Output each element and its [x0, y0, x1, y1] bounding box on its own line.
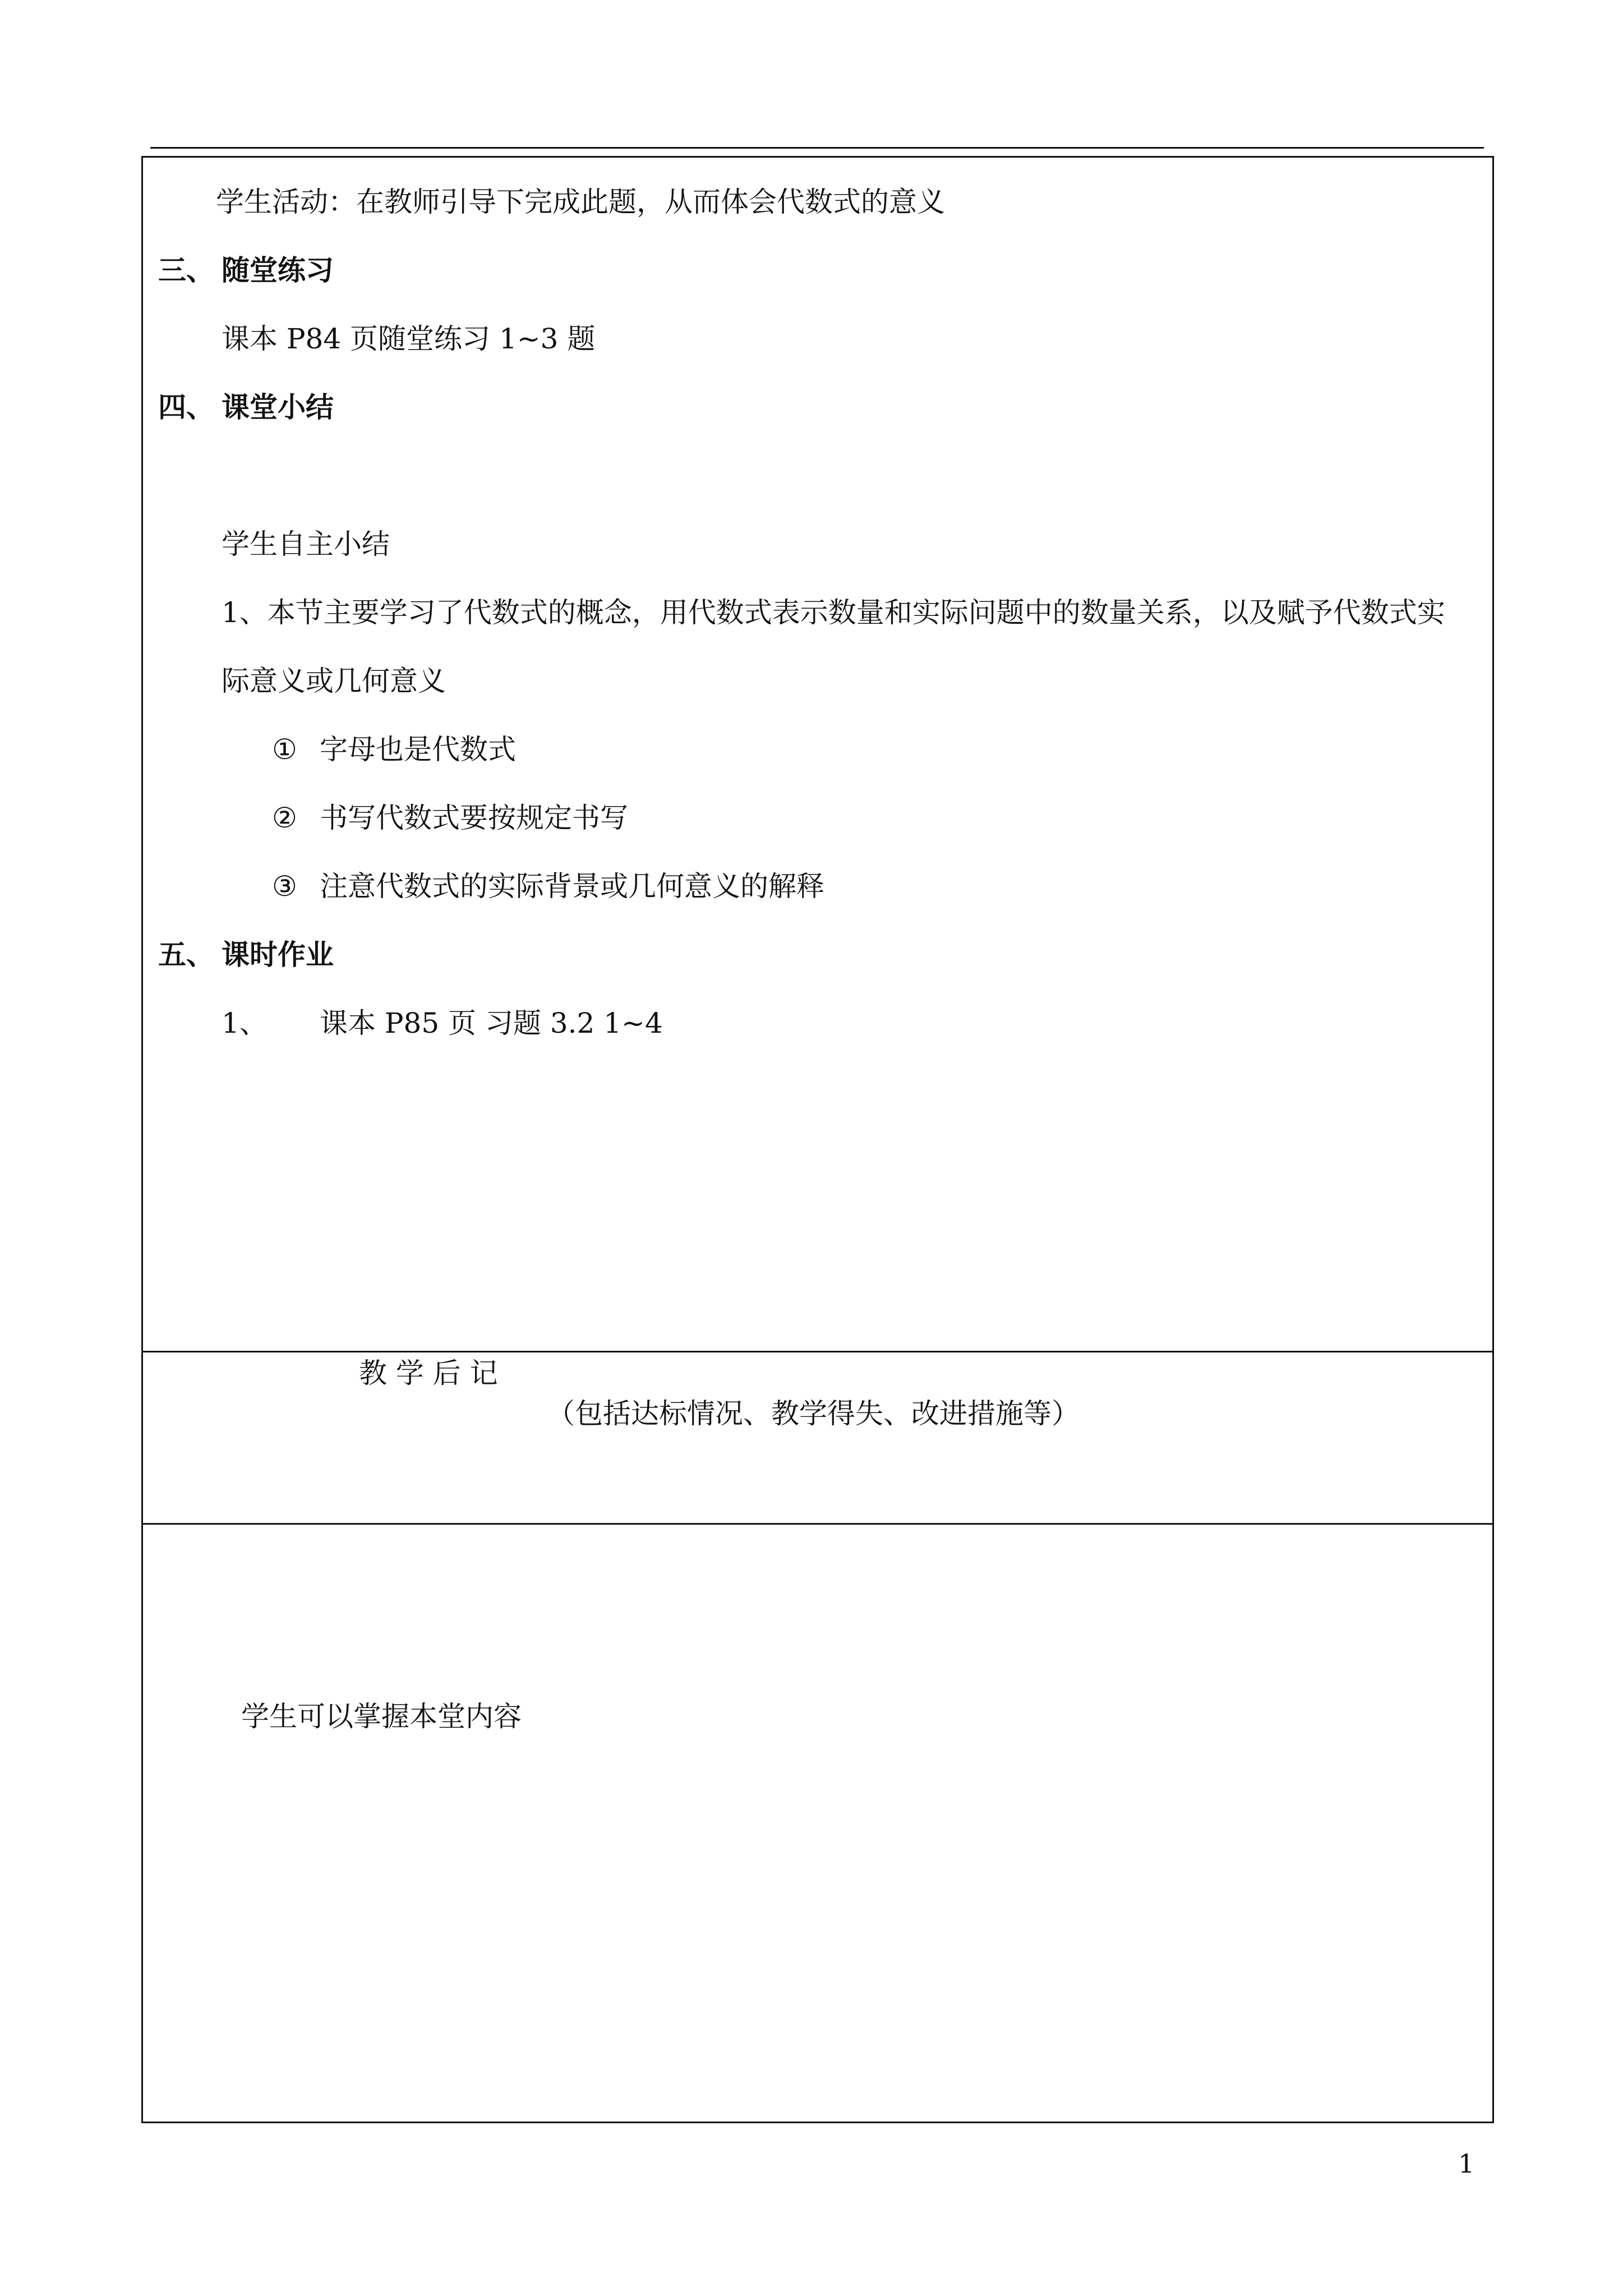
teaching-notes-title: 教 学 后 记 — [359, 1357, 498, 1389]
teaching-notes-content-box — [141, 1523, 1494, 2123]
summary-item-1-marker: ① — [272, 733, 297, 766]
section-5-item-number: 1、 — [222, 1007, 268, 1039]
page-number: 1 — [1458, 2148, 1475, 2179]
summary-item-1-text: 字母也是代数式 — [320, 733, 516, 766]
section-5-title: 课时作业 — [222, 938, 334, 971]
teaching-notes-subtitle: （包括达标情况、教学得失、改进措施等） — [547, 1397, 1080, 1430]
section-4-point-line-2: 际意义或几何意义 — [222, 665, 446, 697]
summary-item-3-text: 注意代数式的实际背景或几何意义的解释 — [320, 870, 824, 903]
student-activity-line: 学生活动：在教师引导下完成此题，从而体会代数式的意义 — [216, 186, 945, 218]
section-4-intro: 学生自主小结 — [222, 528, 390, 560]
section-3-text: 课本 P84 页随堂练习 1~3 题 — [222, 323, 596, 355]
section-5-number: 五、 — [158, 938, 214, 971]
summary-item-2-text: 书写代数式要按规定书写 — [320, 802, 628, 834]
section-4-title: 课堂小结 — [222, 391, 334, 424]
summary-item-2-marker: ② — [272, 802, 297, 834]
teaching-notes-header-box — [141, 1351, 1494, 1525]
summary-item-3-marker: ③ — [272, 870, 297, 903]
section-4-point-line-1: 1、本节主要学习了代数式的概念，用代数式表示数量和实际问题中的数量关系，以及赋予代数式实 — [222, 596, 1445, 629]
header-rule — [150, 147, 1484, 149]
teaching-notes-content: 学生可以掌握本堂内容 — [241, 1700, 522, 1733]
section-3-title: 随堂练习 — [222, 254, 334, 287]
section-4-number: 四、 — [158, 391, 214, 424]
section-3-number: 三、 — [158, 254, 214, 287]
section-5-item-text: 课本 P85 页 习题 3.2 1~4 — [320, 1007, 663, 1039]
